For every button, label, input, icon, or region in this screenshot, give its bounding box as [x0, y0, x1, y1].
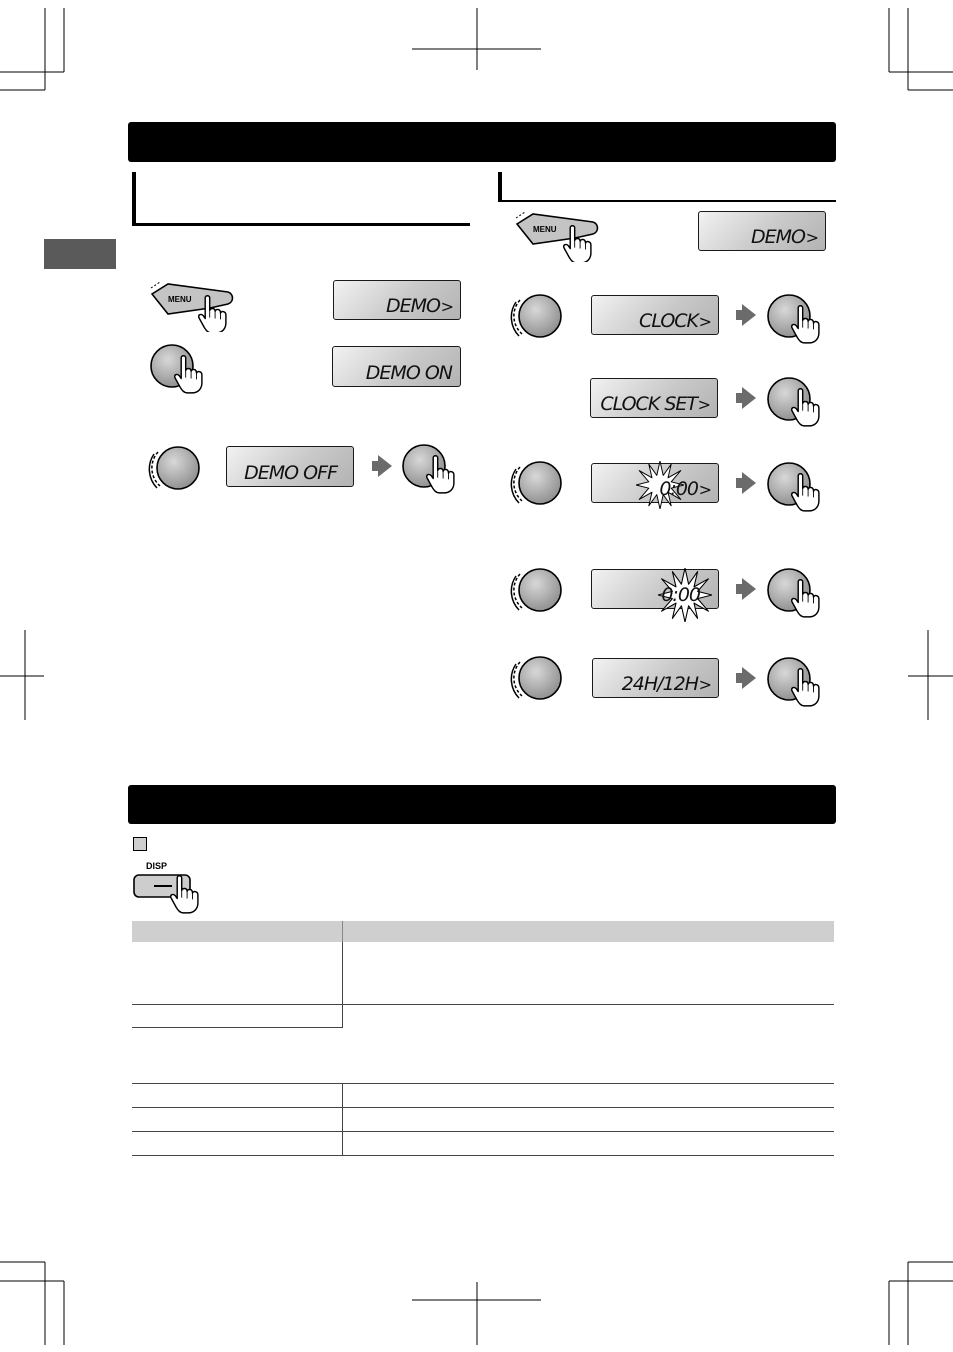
knob-press-icon — [765, 657, 831, 709]
lcd-demo-off — [226, 446, 354, 487]
lcd-24h-12h — [592, 658, 719, 698]
lcd-clock-text: CLOCK — [639, 310, 698, 332]
knob-press-icon — [765, 377, 831, 429]
table-cell — [342, 942, 834, 1005]
table-row — [132, 1108, 834, 1132]
table-row — [132, 1084, 834, 1108]
table-cell — [342, 1005, 834, 1084]
next-arrow-icon — [742, 472, 756, 494]
table-cell — [132, 1028, 342, 1084]
knob-press-icon — [765, 462, 831, 514]
chevron-right-icon: > — [697, 395, 711, 414]
table-header-row — [132, 921, 834, 942]
next-arrow-icon — [742, 578, 756, 600]
lcd-clock-set — [590, 378, 718, 418]
next-arrow-icon — [742, 387, 756, 409]
table-cell — [342, 1108, 834, 1132]
knob-press-icon — [400, 444, 466, 496]
table-row — [132, 1132, 834, 1156]
lcd-demo-off-text: DEMO OFF — [244, 462, 337, 484]
menu-button-press-icon — [515, 210, 605, 262]
knob-turn-icon — [148, 440, 204, 496]
svg-text:MENU: MENU — [533, 225, 557, 234]
lcd-demo-text: DEMO — [751, 226, 805, 248]
table-cell — [342, 1132, 834, 1156]
lcd-hour — [591, 463, 719, 503]
lcd-demo-text: DEMO — [386, 295, 440, 317]
table-cell — [132, 1084, 342, 1108]
lcd-clock — [591, 295, 719, 335]
chevron-right-icon: > — [805, 228, 819, 247]
next-arrow-icon — [742, 667, 756, 689]
table-row — [132, 1005, 834, 1028]
lcd-demo-on-text: DEMO ON — [365, 362, 452, 384]
lcd-clock-set-text: CLOCK SET — [600, 393, 697, 415]
lcd-24h-12h-text: 24H/12H — [621, 673, 698, 695]
lcd-hour-text: 0:00 — [659, 478, 698, 500]
knob-turn-icon — [510, 455, 566, 511]
chevron-right-icon: > — [698, 675, 712, 694]
menu-button-press-icon — [150, 280, 240, 332]
lcd-demo — [333, 280, 461, 320]
side-tab — [44, 239, 116, 269]
chevron-right-icon: > — [698, 312, 712, 331]
lcd-minute — [591, 569, 719, 609]
chevron-right-icon: > — [440, 297, 454, 316]
table-cell — [342, 1084, 834, 1108]
table-cell — [132, 1132, 342, 1156]
knob-press-icon — [148, 344, 214, 396]
table-cell — [132, 1005, 342, 1028]
knob-press-icon — [765, 568, 831, 620]
table-cell — [132, 942, 342, 1005]
table-header-cell — [132, 921, 342, 942]
knob-turn-icon — [510, 288, 566, 344]
next-arrow-icon — [742, 304, 756, 326]
lcd-minute-text: 0:00 — [661, 584, 700, 606]
table-row — [132, 942, 834, 1005]
section-header-bar-top — [128, 122, 836, 162]
svg-text:DISP: DISP — [146, 861, 168, 871]
demo-heading-frame — [132, 172, 470, 226]
display-info-table — [132, 921, 834, 1156]
lcd-demo — [698, 211, 826, 251]
subsection-square-icon — [133, 837, 147, 851]
knob-turn-icon — [510, 650, 566, 706]
chevron-right-icon: > — [698, 480, 712, 499]
section-header-bar-bottom — [128, 785, 836, 824]
table-cell — [132, 1108, 342, 1132]
lcd-demo-on — [332, 346, 461, 387]
clock-heading-frame — [498, 172, 836, 202]
next-arrow-icon — [378, 455, 392, 477]
disp-button-press-icon — [132, 858, 212, 914]
svg-text:MENU: MENU — [168, 295, 192, 304]
knob-press-icon — [765, 294, 831, 346]
table-header-cell — [342, 921, 834, 942]
knob-turn-icon — [510, 562, 566, 618]
